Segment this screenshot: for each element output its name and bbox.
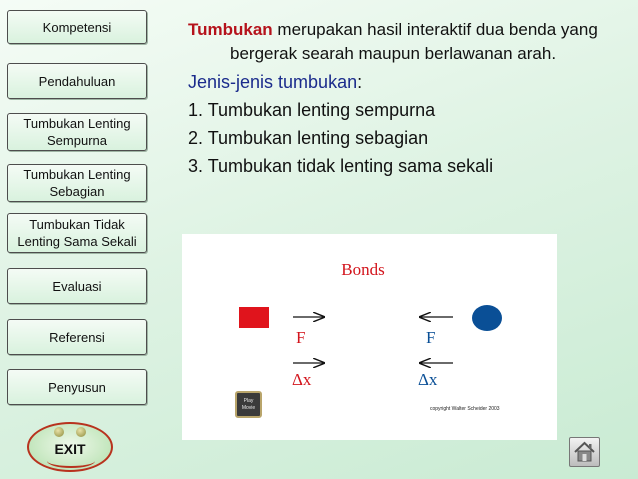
displacement-label-left: Δx [292,370,312,389]
nav-button-kompetensi[interactable] [7,10,147,44]
nav-button-label: Tumbukan Lenting Sebagian [23,167,131,199]
nav-button-tumbukan-lenting-sempurna[interactable] [7,113,147,151]
bonds-figure [182,234,557,440]
nav-button-label: Evaluasi [52,278,102,294]
displacement-label-right: Δx [418,370,438,389]
type-item: 2. Tumbukan lenting sebagian [188,128,429,148]
home-button[interactable] [569,437,600,467]
figure-title: Bonds [341,260,385,279]
nav-button-label: Kompetensi [42,19,112,35]
definition-paragraph [188,18,628,66]
exit-eye-left [54,427,64,437]
types-heading-line [188,68,628,96]
definition-text: merupakan hasil interaktif dua benda yang bergerak searah maupun berlawanan arah. [230,20,598,63]
nav-button-tumbukan-tidak-lenting[interactable] [7,213,147,253]
home-icon [570,438,599,466]
nav-button-evaluasi[interactable] [7,268,147,304]
play-movie-button[interactable] [236,392,261,417]
nav-button-label: Tumbukan Tidak Lenting Sama Sekali [17,217,137,249]
term-highlight: Tumbukan [188,20,273,39]
force-label-left: F [296,328,306,347]
force-label-right: F [426,328,436,347]
main-content [188,18,628,180]
red-square [239,307,269,328]
exit-button[interactable] [27,422,113,472]
blue-circle [472,305,502,331]
types-heading: Jenis-jenis tumbukan [188,72,358,92]
nav-button-label: Referensi [49,329,105,345]
types-heading-colon: : [357,72,363,92]
type-item: 3. Tumbukan tidak lenting sama sekali [188,156,494,176]
nav-button-pendahuluan[interactable] [7,63,147,99]
exit-eye-right [76,427,86,437]
nav-button-label: Pendahuluan [38,73,116,89]
bonds-diagram [182,234,557,440]
nav-button-label: Tumbukan Lenting Sempurna [23,116,131,148]
copyright-text: copyright Walter Scheider 2003 [430,406,500,412]
type-item: 1. Tumbukan lenting sempurna [188,100,436,120]
nav-button-tumbukan-lenting-sebagian[interactable] [7,164,147,202]
play-movie-label-line2: Movie [241,405,256,411]
nav-button-penyusun[interactable] [7,369,147,405]
exit-label: EXIT [54,441,86,457]
play-movie-label-line1: Play [243,398,254,404]
nav-button-label: Penyusun [48,379,106,395]
exit-smile [47,454,95,468]
nav-button-referensi[interactable] [7,319,147,355]
